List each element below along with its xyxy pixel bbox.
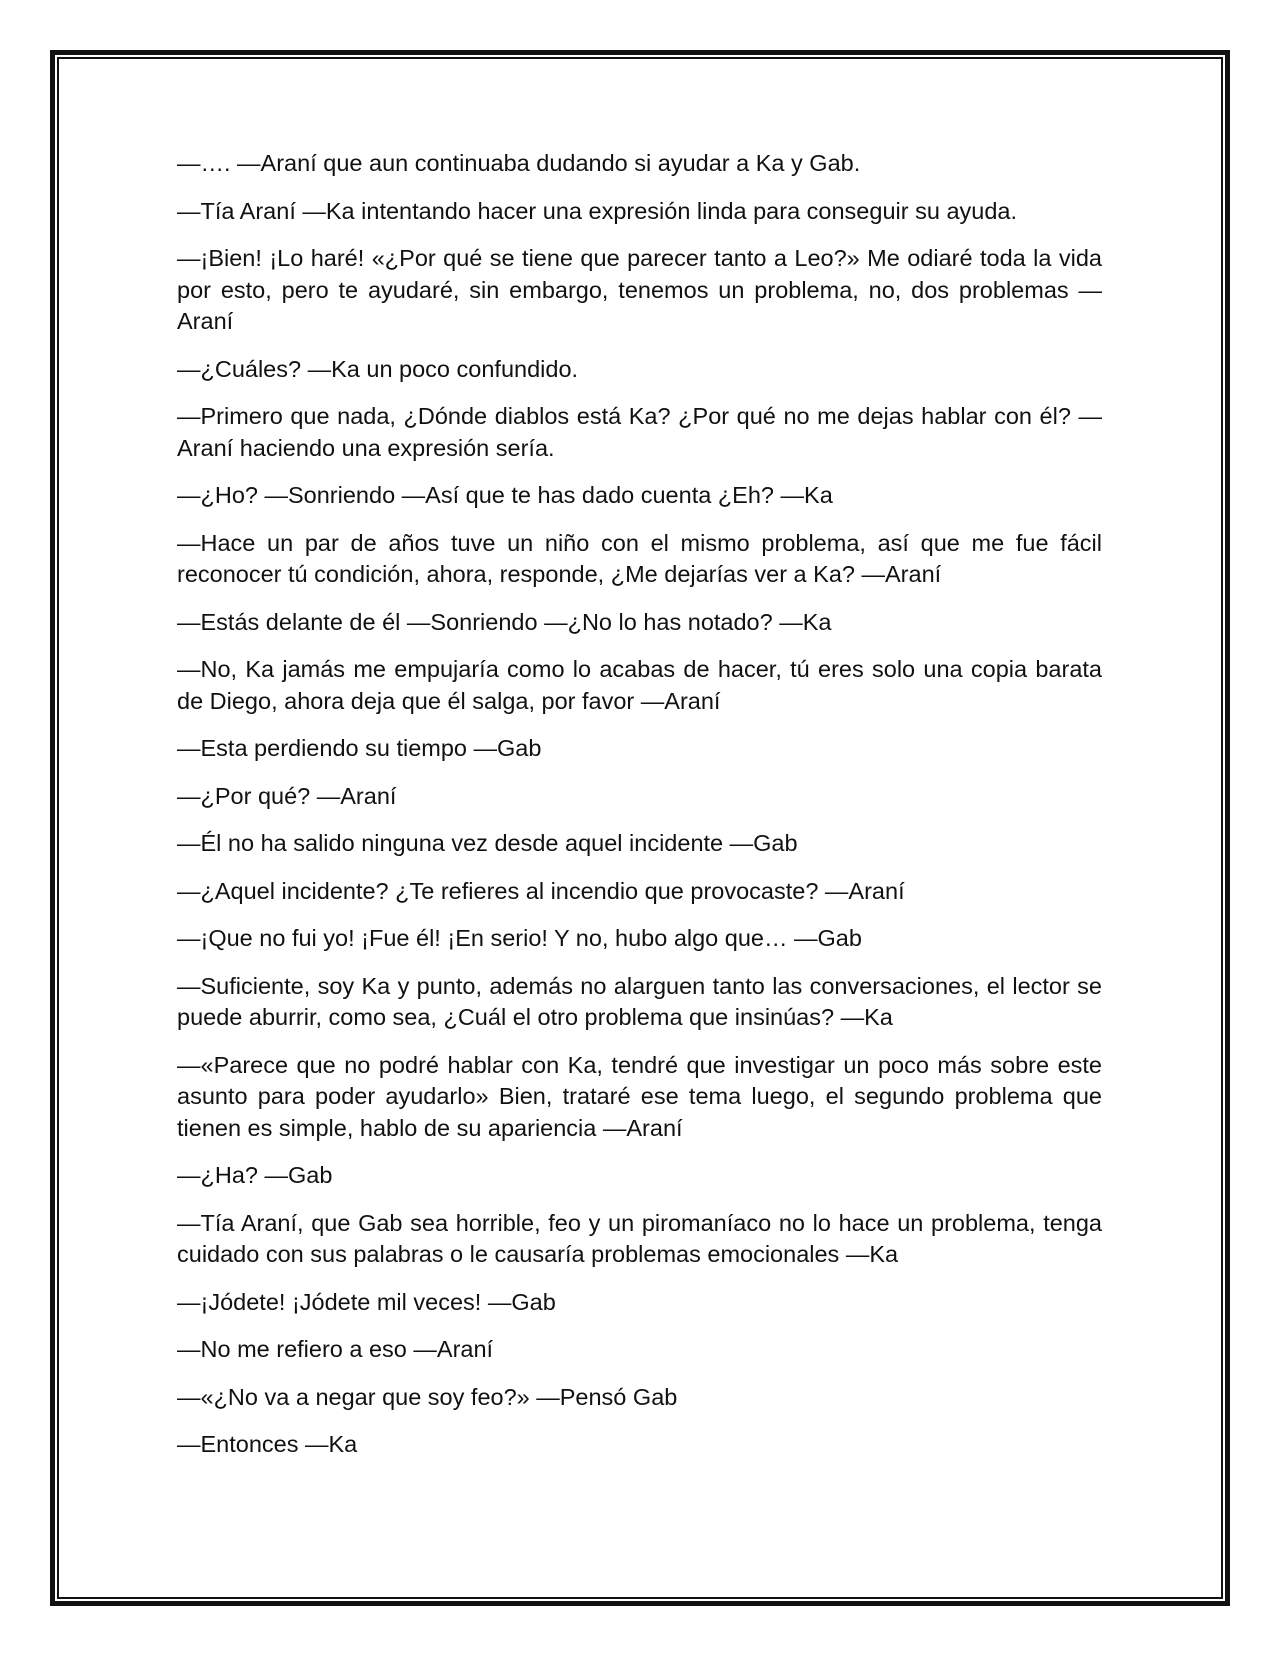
paragraph: —Suficiente, soy Ka y punto, además no alarguen tanto las conversaciones, el lector se puede aburrir, como sea, ¿Cuál el otro problema que insinúas? —Ka xyxy=(177,972,1102,1030)
paragraph: —Hace un par de años tuve un niño con el mismo problema, así que me fue fácil reconocer tú condición, ahora, responde, ¿Me dejarías ver a Ka? —Araní xyxy=(177,529,1102,587)
paragraph: —Él no ha salido ninguna vez desde aquel incidente —Gab xyxy=(177,830,798,856)
paragraph: —¿Cuáles? —Ka un poco confundido. xyxy=(177,355,579,382)
paragraph: —Tía Araní, que Gab sea horrible, feo y un piromaníaco no lo hace un problema, tenga cuidado con sus palabras o le causaría problemas emocionales —Ka xyxy=(177,1209,1102,1267)
paragraph: —¡Que no fui yo! ¡Fue él! ¡En serio! Y no, hubo algo que… —Gab xyxy=(177,925,862,951)
paragraph: —No, Ka jamás me empujaría como lo acabas de hacer, tú eres solo una copia barata de Diego, ahora deja que él salga, por favor —Araní xyxy=(177,656,1102,714)
paragraph: —Entonces —Ka xyxy=(177,1431,358,1457)
paragraph: —…. —Araní que aun continuaba dudando si ayudar a Ka y Gab. xyxy=(177,150,861,176)
paragraph: —Primero que nada, ¿Dónde diablos está Ka? ¿Por qué no me dejas hablar con él? —Araní haciendo una expresión sería. xyxy=(177,403,1102,461)
paragraph: —¿Ho? —Sonriendo —Así que te has dado cuenta ¿Eh? —Ka xyxy=(177,482,833,508)
paragraph: —¡Bien! ¡Lo haré! «¿Por qué se tiene que parecer tanto a Leo?» Me odiaré toda la vida por esto, pero te ayudaré, sin embargo, tenemos un problema, no, dos problemas —Araní xyxy=(177,245,1102,334)
paragraph: —¿Aquel incidente? ¿Te refieres al incendio que provocaste? —Araní xyxy=(177,877,905,904)
paragraph: —¿Por qué? —Araní xyxy=(177,782,397,809)
paragraph: —Esta perdiendo su tiempo —Gab xyxy=(177,735,542,761)
document-body xyxy=(177,148,1102,1477)
paragraph: —No me refiero a eso —Araní xyxy=(177,1336,494,1362)
paragraph: —«Parece que no podré hablar con Ka, tendré que investigar un poco más sobre este asunto para poder ayudarlo» Bien, trataré ese tema luego, el segundo problema que tienen es simple, hablo de su apariencia —Araní xyxy=(177,1051,1102,1141)
paragraph: —Estás delante de él —Sonriendo —¿No lo has notado? —Ka xyxy=(177,608,832,635)
paragraph: —Tía Araní —Ka intentando hacer una expresión linda para conseguir su ayuda. xyxy=(177,197,1017,224)
paragraph: —¿Ha? —Gab xyxy=(177,1162,333,1188)
paragraph: —«¿No va a negar que soy feo?» —Pensó Gab xyxy=(177,1383,678,1410)
paragraph: —¡Jódete! ¡Jódete mil veces! —Gab xyxy=(177,1288,556,1315)
